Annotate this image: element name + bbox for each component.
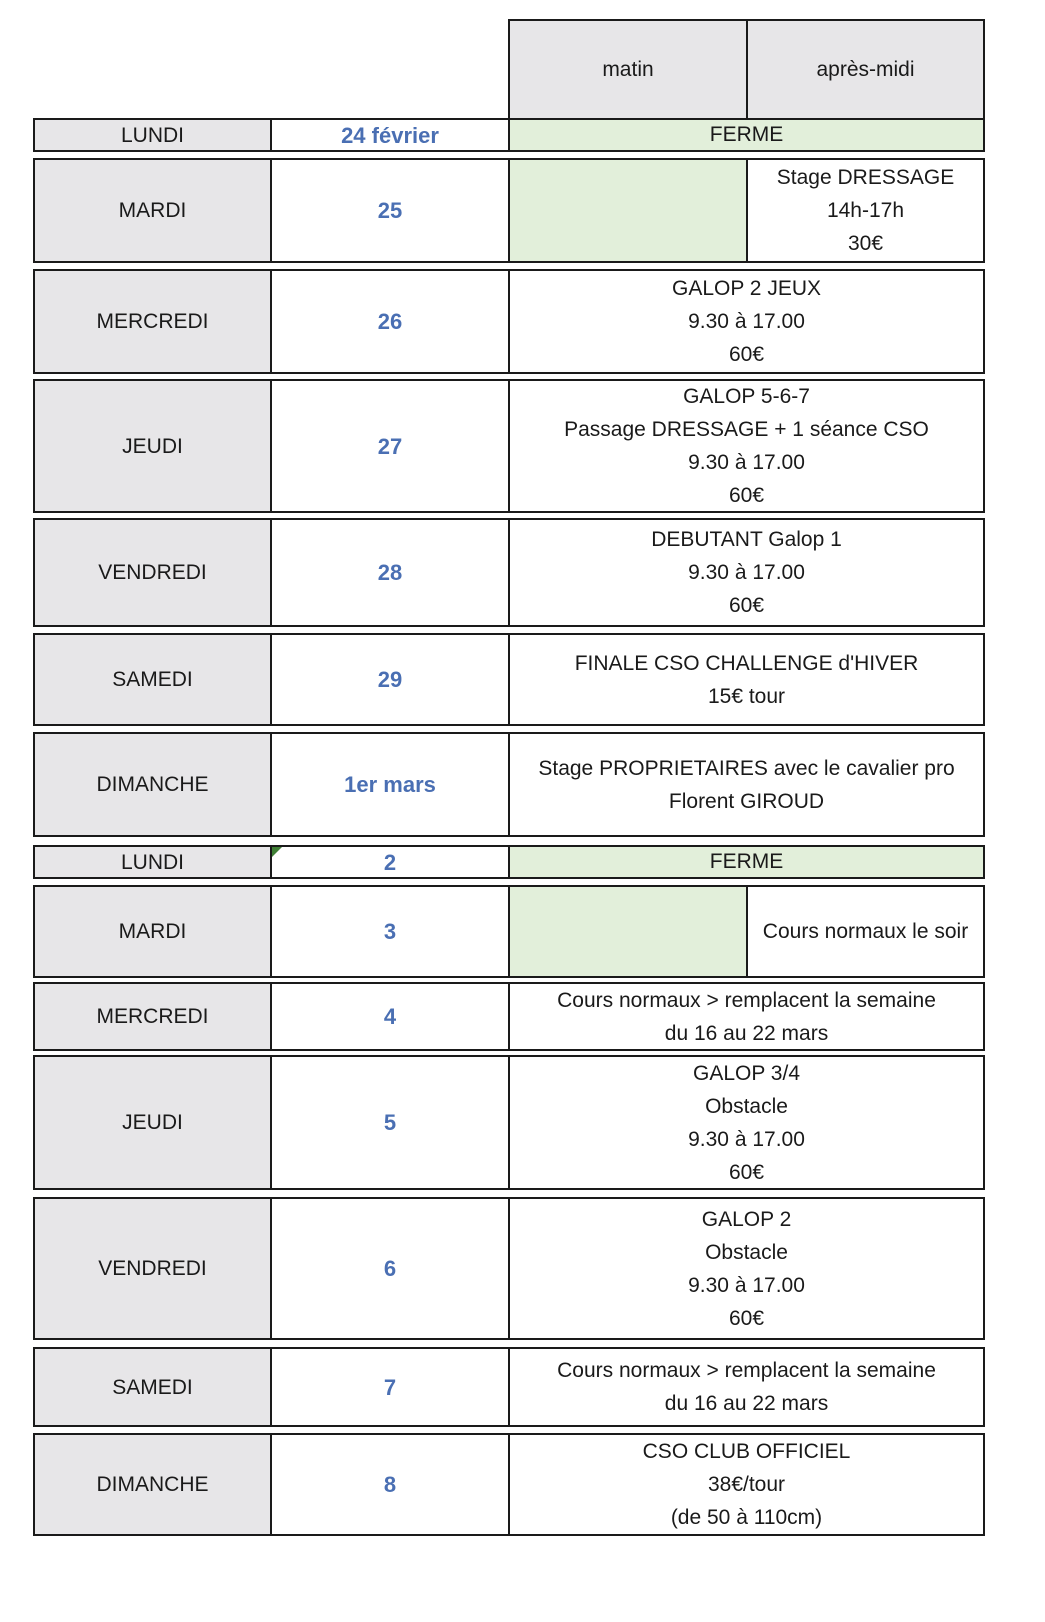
day-cell bbox=[33, 845, 272, 879]
day-label: SAMEDI bbox=[112, 1375, 193, 1399]
activity-line: Stage DRESSAGE bbox=[776, 166, 955, 189]
activity-line: Obstacle bbox=[705, 1240, 788, 1264]
activity-line: 60€ bbox=[728, 1306, 765, 1330]
closed-cell bbox=[508, 845, 985, 879]
date-cell bbox=[270, 158, 510, 263]
activity-line: FERME bbox=[709, 850, 784, 873]
date-cell bbox=[270, 732, 510, 837]
activity-line: 14h-17h bbox=[826, 199, 905, 222]
activity-line: 9.30 à 17.00 bbox=[688, 561, 805, 584]
date-cell bbox=[270, 518, 510, 627]
afternoon-cell bbox=[746, 158, 985, 263]
day-label: LUNDI bbox=[120, 850, 184, 874]
date-label: 29 bbox=[377, 667, 403, 692]
activity-line: GALOP 5-6-7 bbox=[683, 385, 810, 408]
activity-line: 60€ bbox=[728, 484, 765, 507]
day-cell bbox=[33, 732, 272, 837]
activity-cell bbox=[508, 379, 985, 513]
day-label: LUNDI bbox=[120, 123, 184, 147]
activity-line: Cours normaux le soir bbox=[762, 920, 969, 943]
activity-line: 60€ bbox=[728, 1160, 765, 1184]
activity-line: (de 50 à 110cm) bbox=[670, 1506, 823, 1529]
activity-line: du 16 au 22 mars bbox=[664, 1392, 829, 1415]
date-cell bbox=[270, 1197, 510, 1340]
activity-line: Cours normaux > remplacent la semaine bbox=[557, 988, 936, 1012]
activity-line: du 16 au 22 mars bbox=[664, 1021, 829, 1045]
date-cell bbox=[270, 379, 510, 513]
day-cell bbox=[33, 1347, 272, 1427]
day-label: MERCREDI bbox=[96, 310, 209, 333]
day-cell bbox=[33, 1197, 272, 1340]
day-label: SAMEDI bbox=[112, 668, 193, 691]
day-label: VENDREDI bbox=[98, 561, 207, 584]
date-cell bbox=[270, 845, 510, 879]
activity-line: Cours normaux > remplacent la semaine bbox=[557, 1359, 936, 1382]
day-label: VENDREDI bbox=[98, 1257, 207, 1280]
comment-marker-icon bbox=[272, 847, 282, 857]
day-label: DIMANCHE bbox=[96, 1473, 209, 1496]
date-cell bbox=[270, 1055, 510, 1190]
date-label: 8 bbox=[383, 1472, 397, 1497]
date-label: 7 bbox=[383, 1374, 397, 1400]
activity-cell bbox=[508, 1347, 985, 1427]
date-cell bbox=[270, 633, 510, 726]
activity-cell bbox=[508, 1433, 985, 1536]
activity-line: 9.30 à 17.00 bbox=[688, 1127, 805, 1151]
date-label: 27 bbox=[377, 433, 403, 459]
day-cell bbox=[33, 518, 272, 627]
activity-line: 60€ bbox=[728, 343, 765, 366]
date-cell bbox=[270, 885, 510, 978]
header-apres-midi-label: après-midi bbox=[816, 58, 915, 81]
activity-line: Obstacle bbox=[705, 1094, 788, 1118]
date-cell bbox=[270, 1347, 510, 1427]
activity-line: GALOP 3/4 bbox=[692, 1061, 800, 1085]
date-label: 2 bbox=[383, 849, 397, 875]
activity-line: 9.30 à 17.00 bbox=[688, 310, 805, 333]
activity-line: GALOP 2 bbox=[701, 1207, 792, 1231]
activity-cell bbox=[508, 518, 985, 627]
day-cell bbox=[33, 1055, 272, 1190]
activity-line: GALOP 2 JEUX bbox=[671, 277, 821, 300]
header-matin bbox=[508, 19, 748, 120]
activity-line: 60€ bbox=[728, 594, 765, 617]
date-label: 4 bbox=[383, 1004, 397, 1029]
activity-line: FERME bbox=[709, 123, 784, 146]
header-matin-label: matin bbox=[602, 58, 654, 81]
activity-cell bbox=[508, 1055, 985, 1190]
activity-line: 38€/tour bbox=[707, 1473, 786, 1496]
activity-line: 15€ tour bbox=[707, 684, 786, 708]
day-label: MERCREDI bbox=[96, 1005, 209, 1028]
day-cell bbox=[33, 633, 272, 726]
activity-cell bbox=[508, 269, 985, 374]
activity-line: Stage PROPRIETAIRES avec le cavalier pro bbox=[538, 756, 955, 780]
activity-line: 30€ bbox=[847, 232, 884, 255]
date-label: 3 bbox=[383, 919, 397, 944]
day-cell bbox=[33, 379, 272, 513]
day-label: JEUDI bbox=[122, 1111, 183, 1134]
activity-line: 9.30 à 17.00 bbox=[688, 451, 805, 474]
activity-line: Passage DRESSAGE + 1 séance CSO bbox=[564, 418, 929, 441]
date-label: 5 bbox=[383, 1110, 397, 1135]
date-label: 6 bbox=[383, 1256, 397, 1281]
activity-line: DEBUTANT Galop 1 bbox=[651, 528, 842, 551]
header-apres-midi bbox=[746, 19, 985, 120]
date-label: 24 février bbox=[341, 122, 439, 148]
date-cell bbox=[270, 1433, 510, 1536]
day-cell bbox=[33, 158, 272, 263]
day-cell bbox=[33, 982, 272, 1051]
activity-cell bbox=[508, 732, 985, 837]
day-cell bbox=[33, 118, 272, 152]
date-cell bbox=[270, 269, 510, 374]
date-label: 1er mars bbox=[344, 772, 436, 797]
date-label: 26 bbox=[377, 309, 403, 334]
day-label: MARDI bbox=[118, 920, 187, 943]
day-label: DIMANCHE bbox=[96, 773, 209, 796]
afternoon-cell bbox=[746, 885, 985, 978]
date-label: 28 bbox=[377, 560, 403, 585]
activity-line: FINALE CSO CHALLENGE d'HIVER bbox=[574, 651, 919, 675]
morning-cell-empty bbox=[508, 885, 748, 978]
day-cell bbox=[33, 1433, 272, 1536]
date-cell bbox=[270, 118, 510, 152]
activity-cell bbox=[508, 982, 985, 1051]
morning-cell-empty bbox=[508, 158, 748, 263]
day-label: JEUDI bbox=[122, 434, 183, 458]
day-label: MARDI bbox=[118, 199, 187, 222]
closed-cell bbox=[508, 118, 985, 152]
activity-line: Florent GIROUD bbox=[668, 789, 825, 813]
activity-line: CSO CLUB OFFICIEL bbox=[642, 1440, 851, 1463]
activity-cell bbox=[508, 1197, 985, 1340]
day-cell bbox=[33, 885, 272, 978]
date-cell bbox=[270, 982, 510, 1051]
activity-cell bbox=[508, 633, 985, 726]
activity-line: 9.30 à 17.00 bbox=[688, 1273, 805, 1297]
day-cell bbox=[33, 269, 272, 374]
date-label: 25 bbox=[377, 198, 403, 223]
